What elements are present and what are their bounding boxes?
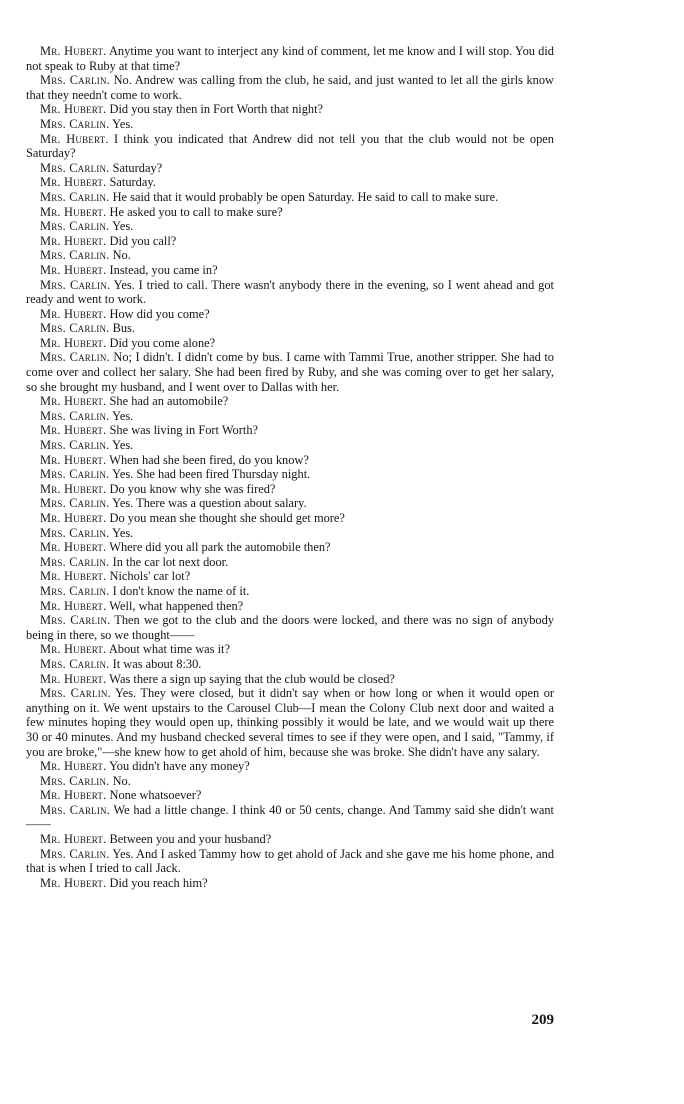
utterance-text: Yes. There was a question about salary.: [112, 496, 307, 511]
speaker-label: Mr. Hubert.: [40, 262, 107, 277]
transcript-paragraph: [26, 234, 554, 249]
utterance-text: Yes.: [112, 116, 134, 131]
transcript-paragraph: [26, 453, 554, 468]
utterance-text: Between you and your husband?: [109, 832, 272, 847]
speaker-label: Mrs. Carlin.: [40, 686, 111, 701]
speaker-label: Mr. Hubert.: [40, 335, 107, 350]
transcript-paragraph: [26, 350, 554, 394]
utterance-text: I think you indicated that Andrew did not tell you that the club would not be open Saturday?: [26, 131, 554, 161]
transcript-paragraph: [26, 263, 554, 278]
transcript-paragraph: [26, 438, 554, 453]
utterance-text: Then we got to the club and the doors were locked, and there was no sign of anybody being in there, so we thought——: [26, 613, 554, 642]
speaker-label: Mrs. Carlin.: [40, 321, 110, 336]
utterance-text: Nichols' car lot?: [109, 569, 191, 584]
transcript-paragraph: [26, 175, 554, 190]
transcript-paragraph: [26, 467, 554, 482]
transcript-paragraph: [26, 657, 554, 672]
speaker-label: Mr. Hubert.: [40, 423, 107, 438]
utterance-text: When had she been fired, do you know?: [109, 452, 309, 467]
transcript-paragraph: [26, 803, 554, 832]
speaker-label: Mr. Hubert.: [40, 875, 107, 890]
utterance-text: Bus.: [112, 321, 135, 336]
utterance-text: She had an automobile?: [109, 394, 229, 409]
transcript-paragraph: [26, 205, 554, 220]
utterance-text: Do you know why she was fired?: [109, 481, 276, 496]
transcript-paragraph: [26, 307, 554, 322]
utterance-text: Instead, you came in?: [109, 262, 218, 277]
speaker-label: Mr. Hubert.: [40, 481, 107, 496]
transcript-paragraph: [26, 613, 554, 642]
transcript-paragraph: [26, 278, 554, 307]
transcript-paragraph: [26, 876, 554, 891]
utterance-text: Where did you all park the automobile then?: [109, 540, 331, 555]
speaker-label: Mrs. Carlin.: [40, 496, 110, 511]
speaker-label: Mr. Hubert.: [40, 832, 107, 847]
speaker-label: Mrs. Carlin.: [40, 802, 111, 817]
utterance-text: No.: [112, 248, 131, 263]
utterance-text: No.: [112, 773, 131, 788]
speaker-label: Mr. Hubert.: [40, 569, 107, 584]
speaker-label: Mr. Hubert.: [40, 175, 107, 190]
transcript-paragraph: [26, 584, 554, 599]
speaker-label: Mr. Hubert.: [40, 759, 107, 774]
speaker-label: Mrs. Carlin.: [40, 613, 111, 628]
utterance-text: She was living in Fort Worth?: [109, 423, 259, 438]
utterance-text: Saturday.: [109, 175, 156, 190]
speaker-label: Mrs. Carlin.: [40, 525, 110, 540]
utterance-text: Yes. And I asked Tammy how to get ahold of Jack and she gave me his home phone, and that is when I tried to call Jack.: [26, 846, 555, 876]
speaker-label: Mr. Hubert.: [40, 671, 107, 686]
utterance-text: Did you stay then in Fort Worth that night?: [109, 102, 324, 117]
speaker-label: Mr. Hubert.: [40, 131, 109, 146]
speaker-label: Mrs. Carlin.: [40, 846, 110, 861]
speaker-label: Mr. Hubert.: [40, 102, 107, 117]
page-number: 209: [531, 1012, 554, 1028]
utterance-text: Did you call?: [109, 233, 177, 248]
transcript-paragraph: [26, 511, 554, 526]
utterance-text: It was about 8:30.: [112, 656, 202, 671]
utterance-text: Did you reach him?: [109, 875, 208, 890]
speaker-label: Mrs. Carlin.: [40, 408, 110, 423]
utterance-text: Did you come alone?: [109, 335, 216, 350]
transcript-paragraph: [26, 161, 554, 176]
speaker-label: Mr. Hubert.: [40, 788, 107, 803]
utterance-text: Yes. They were closed, but it didn't say when or how long or when it would open or anything on it. We went upstairs to the Carousel Club—I mean the Colony Club next door and waited a few minutes hoping they would open up, thinking possibly it would be late, and we would wait up there 30 or 40 minutes. And my husband checked several times to see if they were open, and I said, "Tammy, if you are broke,"—she knew how to get ahold of him, because she was broke. She didn't have any salary.: [26, 686, 555, 759]
speaker-label: Mrs. Carlin.: [40, 583, 110, 598]
speaker-label: Mr. Hubert.: [40, 642, 107, 657]
transcript-paragraph: [26, 394, 554, 409]
speaker-label: Mrs. Carlin.: [40, 160, 110, 175]
transcript-paragraph: [26, 336, 554, 351]
utterance-text: How did you come?: [109, 306, 210, 321]
utterance-text: No; I didn't. I didn't come by bus. I came with Tammi True, another stripper. She had to come over and collect her salary. She had been fired by Ruby, and she was coming over to get her salary, so she brought my husband, and I went over to Dallas with her.: [26, 350, 554, 394]
utterance-text: Yes.: [112, 219, 134, 234]
transcript-paragraph: [26, 219, 554, 234]
utterance-text: Yes. She had been fired Thursday night.: [112, 467, 311, 482]
speaker-label: Mr. Hubert.: [40, 511, 107, 525]
transcript-paragraph: [26, 774, 554, 789]
speaker-label: Mrs. Carlin.: [40, 350, 110, 365]
utterance-text: None whatsoever?: [109, 788, 202, 803]
speaker-label: Mrs. Carlin.: [40, 277, 111, 292]
speaker-label: Mrs. Carlin.: [40, 467, 110, 482]
transcript-paragraph: [26, 555, 554, 570]
transcript-paragraph: [26, 686, 554, 759]
utterance-text: Was there a sign up saying that the club would be closed?: [109, 671, 395, 686]
utterance-text: Saturday?: [112, 160, 163, 175]
transcript-paragraph: [26, 788, 554, 803]
transcript-paragraph: [26, 759, 554, 774]
speaker-label: Mr. Hubert.: [40, 598, 107, 613]
speaker-label: Mrs. Carlin.: [40, 656, 110, 671]
utterance-text: He said that it would probably be open Saturday. He said to call to make sure.: [112, 189, 499, 204]
transcript-paragraph: [26, 102, 554, 117]
utterance-text: You didn't have any money?: [109, 759, 250, 774]
speaker-label: Mr. Hubert.: [40, 233, 107, 248]
utterance-text: We had a little change. I think 40 or 50 cents, change. And Tammy said she didn't want——: [26, 802, 554, 832]
transcript-paragraph: [26, 642, 554, 657]
transcript-paragraph: [26, 423, 554, 438]
transcript-paragraph: [26, 44, 554, 73]
speaker-label: Mr. Hubert.: [40, 204, 107, 219]
speaker-label: Mrs. Carlin.: [40, 116, 110, 131]
transcript-paragraph: [26, 117, 554, 132]
utterance-text: Yes. I tried to call. There wasn't anybody there in the evening, so I went ahead and got ready and went to work.: [26, 277, 555, 307]
transcript-paragraph: [26, 672, 554, 687]
transcript-paragraph: [26, 540, 554, 555]
transcript-paragraph: [26, 190, 554, 205]
speaker-label: Mr. Hubert.: [40, 44, 107, 58]
speaker-label: Mrs. Carlin.: [40, 773, 110, 788]
speaker-label: Mr. Hubert.: [40, 306, 107, 321]
speaker-label: Mrs. Carlin.: [40, 219, 110, 234]
utterance-text: Yes.: [112, 525, 134, 540]
utterance-text: Yes.: [112, 408, 134, 423]
transcript-paragraph: [26, 132, 554, 161]
utterance-text: About what time was it?: [108, 642, 230, 657]
transcript-paragraph: [26, 321, 554, 336]
transcript-paragraph: [26, 847, 554, 876]
utterance-text: Do you mean she thought she should get more?: [109, 511, 345, 525]
speaker-label: Mrs. Carlin.: [40, 73, 110, 88]
transcript-paragraph: [26, 569, 554, 584]
utterance-text: In the car lot next door.: [112, 554, 229, 569]
utterance-text: No. Andrew was calling from the club, he said, and just wanted to let all the girls know that they needn't come to work.: [26, 73, 554, 102]
speaker-label: Mrs. Carlin.: [40, 248, 110, 263]
transcript-page: [26, 44, 554, 890]
utterance-text: He asked you to call to make sure?: [109, 204, 283, 219]
transcript-paragraph: [26, 832, 554, 847]
speaker-label: Mr. Hubert.: [40, 452, 107, 467]
speaker-label: Mr. Hubert.: [40, 540, 107, 555]
transcript-paragraph: [26, 526, 554, 541]
transcript-paragraph: [26, 496, 554, 511]
utterance-text: Anytime you want to interject any kind of comment, let me know and I will stop. You did not speak to Ruby at that time?: [26, 44, 554, 73]
transcript-paragraph: [26, 73, 554, 102]
transcript-paragraph: [26, 482, 554, 497]
utterance-text: Well, what happened then?: [109, 598, 244, 613]
transcript-paragraph: [26, 599, 554, 614]
utterance-text: Yes.: [112, 438, 134, 453]
speaker-label: Mr. Hubert.: [40, 394, 107, 409]
transcript-paragraph: [26, 248, 554, 263]
speaker-label: Mrs. Carlin.: [40, 554, 110, 569]
transcript-paragraph: [26, 409, 554, 424]
utterance-text: I don't know the name of it.: [112, 583, 250, 598]
speaker-label: Mrs. Carlin.: [40, 189, 110, 204]
speaker-label: Mrs. Carlin.: [40, 438, 110, 453]
